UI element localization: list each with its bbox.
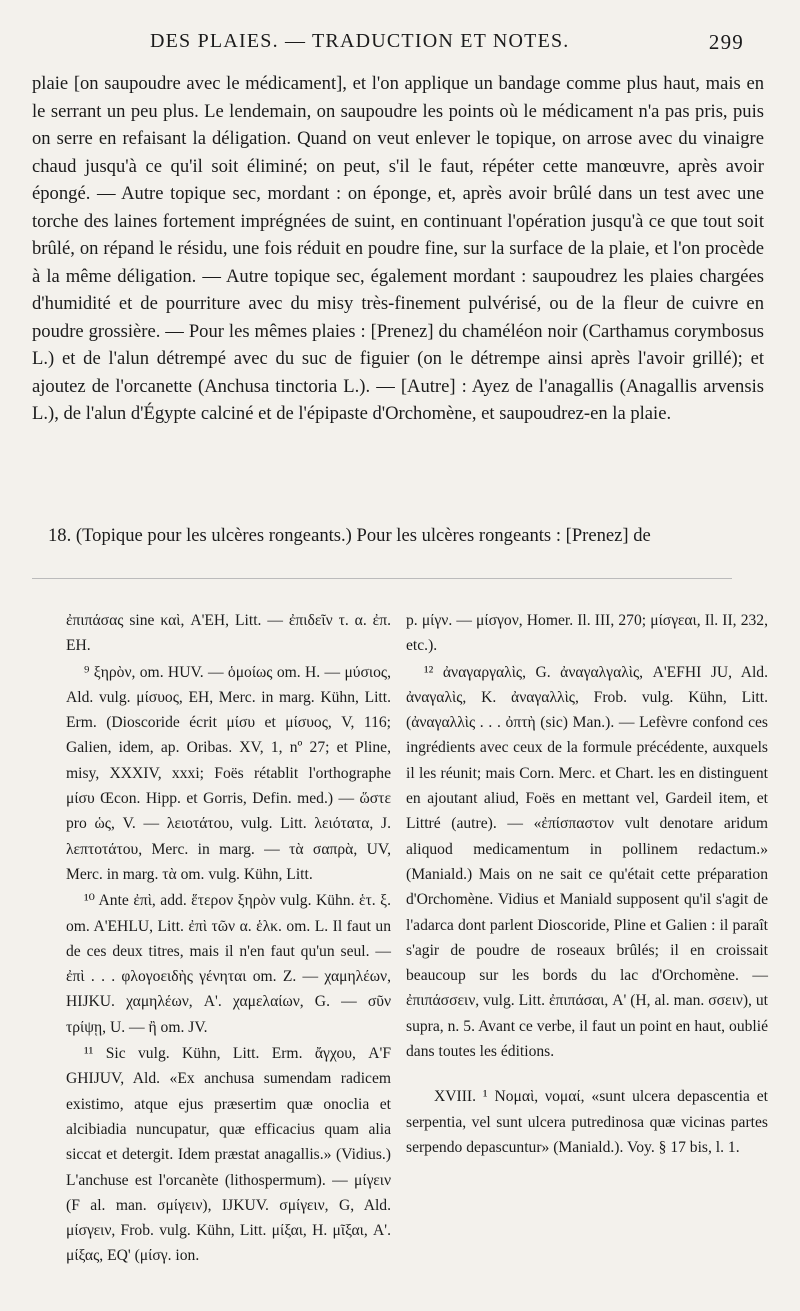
footnotes-right-column [406, 608, 768, 1161]
page-number: 299 [708, 30, 744, 54]
footnote-9: ⁹ ξηρὸν, om. HUV. — ὁμοίως om. H. — μύσιος, Ald. vulg. μίσυος, EH, Merc. in marg. Kühn, Litt. Erm. (Dioscoride écrit μίσυ et μίσυος, V, 116; Galien, idem, ap. Oribas. XV, 1, nº 27; et Pline, misy, XXXIV, xxxi; Foës rétablit l'orthographe μίσυ Œcon. Hipp. et Gorris, Defin. med.) — ὥστε pro ὡς, V. — λειοτάτου, vulg. Litt. λειότατα, J. λεπτοτάτου, Merc. in marg. — τὰ σαπρὰ, UV, Merc. in marg. τὰ om. vulg. Kühn, Litt. [66, 663, 391, 883]
footnote-xviii-1: XVIII. ¹ Νομαὶ, νομαί, «sunt ulcera depascentia et serpentia, vel sunt ulcera putredinosa quæ vicinas partes serpendo depascuntur» (Maniald.). Voy. § 17 bis, l. 1. [406, 1088, 768, 1156]
main-paragraph: plaie [on saupoudre avec le médicament], et l'on applique un bandage comme plus haut, mais en le serrant un peu plus. Le lendemain, on saupoudre les points où le médicament n'a pas pris, puis on serre en refaisant la déligation. Quand on veut enlever le topique, on arrose avec du vinaigre chaud jusqu'à ce qu'il soit éliminé; on peut, s'il le faut, répéter cette manœuvre, après avoir épongé. — Autre topique sec, mordant : on éponge, et, après avoir brûlé dans un test avec une torche des laines fortement imprégnées de suint, en continuant l'opération jusqu'à ce que tout soit brûlé, on répand le résidu, une fois réduit en poudre fine, sur la surface de la plaie, et l'on procède à la même déligation. — Autre topique sec, également mordant : saupoudrez les plaies chargées d'humidité et de pourriture avec du misy très-finement pulvérisé, ou de la fleur de cuivre en poudre grossière. — Pour les mêmes plaies : [Prenez] du chaméléon noir (Carthamus corymbosus L.) et de l'alun détrempé avec du suc de figuier (on le détrempe ainsi après l'avoir grillé); et ajoutez de l'orcanette (Anchusa tinctoria L.). — [Autre] : Ayez de l'anagallis (Anagallis arvensis L.), de l'alun d'Égypte calciné et de l'épipaste d'Orchomène, et saupoudrez-en la plaie. [32, 73, 764, 424]
running-title: DES PLAIES. — TRADUCTION ET NOTES. [150, 30, 570, 52]
footnotes-left-column [66, 608, 391, 1270]
footnote: ἐπιπάσας sine καὶ, A'EH, Litt. — ἐπιδεῖν τ. α. ἐπ. EH. [66, 612, 391, 655]
section-18 [32, 522, 764, 549]
footnote-12: ¹² ἀναγαργαλὶς, G. ἀναγαλγαλὶς, A'EFHI JU, Ald. ἀναγαλὶς, K. ἀναγαλλὶς, Frob. vulg. Kühn, Litt. (ἀναγαλλὶς . . . ὀπτὴ (sic) Man.). — Lefèvre confond ces ingrédients avec ceux de la formule précédente, auxquels il les réunit; mais Corn. Merc. et Chart. les en distinguent en ajoutant aliud, Foës en mettant vel, Gardeil item, et Littré (autre). — «ἐπίσπαστον vult denotare aridum aliquod medicamentum in pollinem redactum.» (Maniald.) Mais on ne sait ce qu'était cette préparation d'Orchomène. Vidius et Maniald supposent qu'il s'agit de l'adarca dont parlent Dioscoride, Pline et Galien : il paraît s'agir de poudre de roseaux brûlés; il en croissait beaucoup sur les bords du lac d'Orchomène. — ἐπιπάσσειν, vulg. Litt. ἐπιπάσαι, A' (H, al. man. σσειν), ut supra, n. 5. Avant ce verbe, il faut un point en haut, oublié dans toutes les éditions. [406, 663, 768, 1061]
main-text [32, 70, 764, 428]
footnote-10: ¹⁰ Ante ἐπὶ, add. ἕτερον ξηρὸν vulg. Kühn. ἑτ. ξ. om. A'EHLU, Litt. ἐπὶ τῶν α. ἑλκ. om. L. Il faut un de ces deux titres, mais il n'en faut qu'un seul. — ἐπὶ . . . φλογοειδὴς γένηται om. Z. — χαμηλέων, HIJKU. χαμηλέων, A'. χαμελαίων, G. — σῦν τρίψῃ, U. — ἢ om. JV. [66, 892, 391, 1036]
footnote-continued: p. μίγν. — μίσγον, Homer. Il. III, 270; μίσγεαι, Il. II, 232, etc.). [406, 612, 768, 655]
page-header [30, 30, 744, 60]
footnote-divider [32, 578, 732, 579]
footnote-11: ¹¹ Sic vulg. Kühn, Litt. Erm. ἄγχου, A'F GHIJUV, Ald. «Ex anchusa sumendam radicem existimo, atque ejus præsertim quæ onoclia et alcibiadia nuncupatur, quæ efficacius quam alia siccat et detergit. Idem præstat anagallis.» (Vidius.) L'anchuse est l'orcanète (lithospermum). — μίγειν (F al. man. σμίγειν), IJKUV. σμίγειν, G, Ald. μίσγειν, Frob. vulg. Kühn, Litt. μίξαι, H. μῖξαι, A'. μίξας, EQ' (μίσγ. ion. [66, 1045, 391, 1265]
section-18-heading: 18. (Topique pour les ulcères rongeants.) Pour les ulcères rongeants : [Prenez] de [48, 525, 651, 546]
